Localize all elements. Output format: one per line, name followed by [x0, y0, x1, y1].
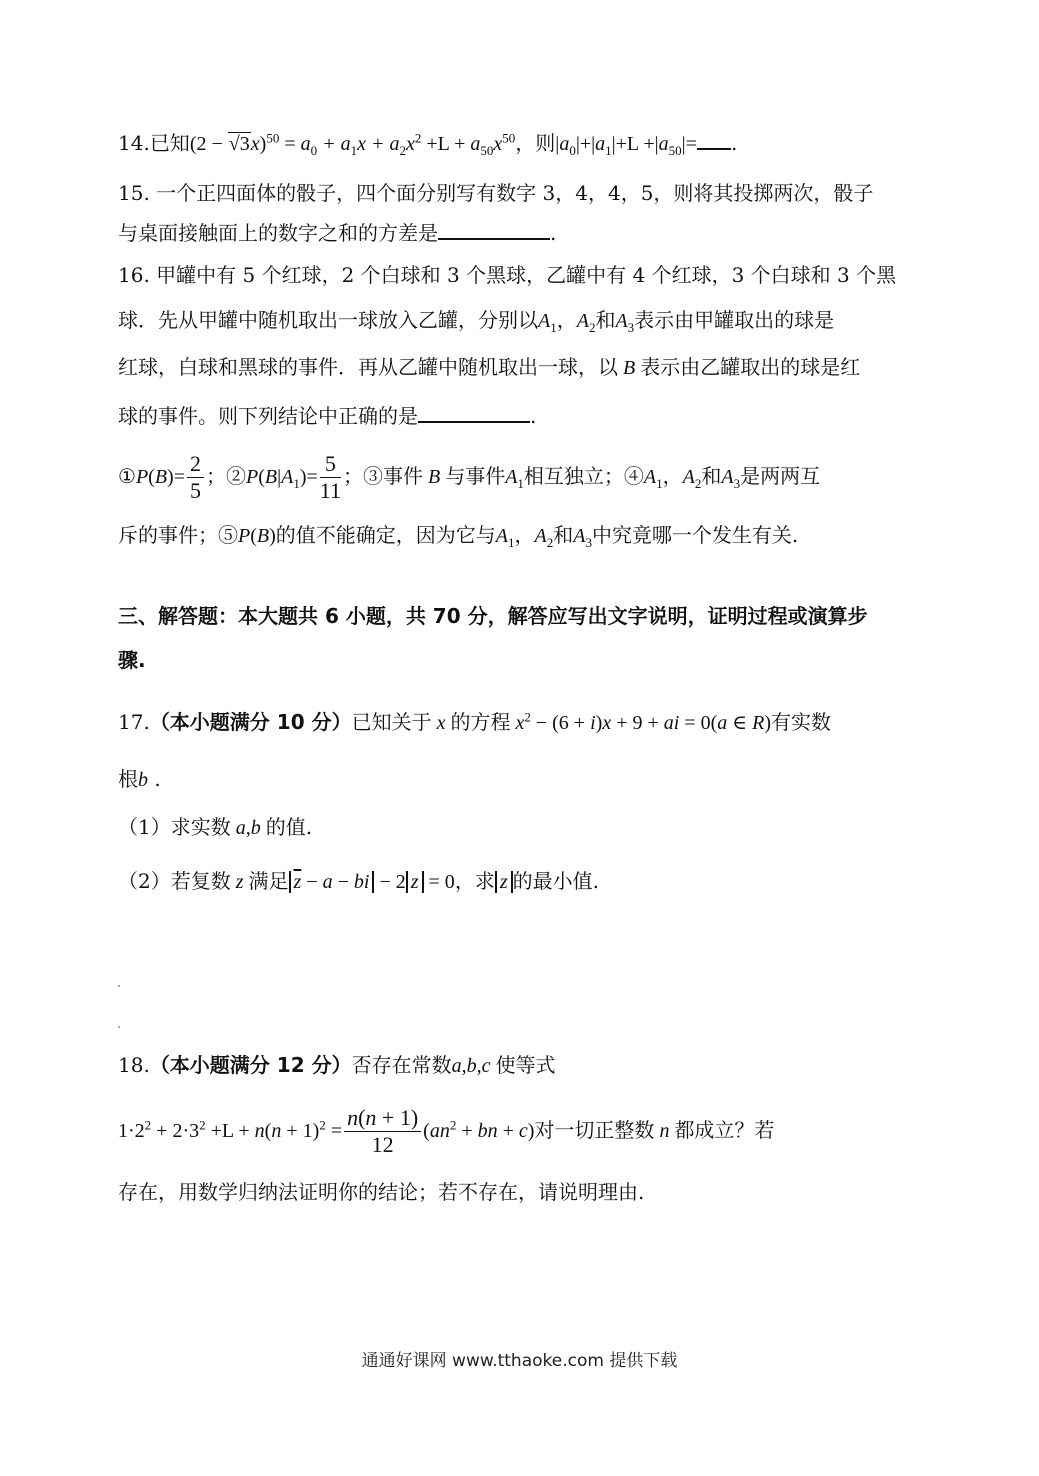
- question-17: 17.（本小题满分 10 分）已知关于 x 的方程 $x^2 - (6 + i)x + 9$ + ai = 0(a ∈ R)有实数: [118, 709, 831, 734]
- question-16-options-line2: 斥的事件；⑤P(B)的值不能确定，因为它与$A_1$，$A_2$和$A_3$中究竟哪一个发生有关.: [118, 523, 799, 550]
- q17-equation: $x^2 - (6 + i)x + 9$ + ai = 0(a ∈ R): [510, 709, 771, 734]
- footer-source: 通通好课网 www.tthaoke.com 提供下载: [361, 1351, 678, 1371]
- question-17-part2: （2）若复数 z 满足 $\overline{z} - a$ − bi − 2 z = 0，求 z 的最小值.: [118, 869, 599, 893]
- stray-dot: [118, 985, 120, 987]
- fraction-n-n1-12: $\frac{n(n + 1)}{12}$: [344, 1105, 421, 1158]
- section-3-heading: 三、解答题：本大题共 6 小题，共 70 分，解答应写出文字说明，证明过程或演算步: [118, 604, 868, 628]
- question-16-line2: 球．先从甲罐中随机取出一球放入乙罐，分别以$A_1$，$A_2$和$A_3$表示由甲罐取出的球是: [118, 308, 835, 335]
- answer-blank: [438, 216, 550, 240]
- question-18-line2: $1\cdot 2^2 + 2\cdot 3^2 +L + n(n + 1)^2$ = $\frac{n(n + 1)}{12}$ ($an^2$ + bn + c)对一切正整数 n 都成立？若: [118, 1105, 775, 1157]
- question-15-line1: 15. 一个正四面体的骰子，四个面分别写有数字 3，4，4，5，则将其投掷两次，骰子: [118, 181, 874, 205]
- fraction-5-11: $\frac{5}{11}$: [319, 451, 341, 503]
- question-14: 14.已知$(2 - √3x)^{50} = a_0 + a_1x + a_2x^2 +L + a_{50}x^{50}$，则$|a_0|+|a_1|+L +|a_{50}|=$ .: [118, 126, 939, 159]
- q14-formula: $(2 - √3x)^{50} = a_0 + a_1x + a_2x^2 +L + a_{50}x^{50}$: [189, 130, 516, 158]
- question-17-part1: （1）求实数 a,b 的值.: [118, 815, 313, 839]
- stray-dot: [118, 1026, 120, 1028]
- answer-blank: [697, 126, 731, 150]
- q17-condition: $\overline{z} - a$ − bi − 2 z = 0: [289, 871, 455, 893]
- question-18: 18.（本小题满分 12 分）否存在常数a,b,c 使等式: [118, 1053, 556, 1077]
- q14-abs-sum: $|a_0|+|a_1|+L +|a_{50}|=$: [555, 133, 697, 158]
- fraction-2-5: $\frac{2}{5}$: [187, 451, 204, 504]
- question-15-line2: 与桌面接触面上的数字之和的方差是 .: [118, 216, 939, 248]
- question-16-line3: 红球，白球和黑球的事件．再从乙罐中随机取出一球，以 B 表示由乙罐取出的球是红: [118, 355, 861, 379]
- question-16-line4: 球的事件。则下列结论中正确的是 .: [118, 399, 939, 431]
- q18-sum: $1\cdot 2^2 + 2\cdot 3^2 +L + n(n + 1)^2$ =: [118, 1117, 343, 1142]
- question-17-line2: 根b .: [118, 767, 161, 791]
- question-number: 14.: [118, 131, 150, 155]
- question-16-line1: 16. 甲罐中有 5 个红球，2 个白球和 3 个黑球，乙罐中有 4 个红球，3 个白球和 3 个黑: [118, 263, 897, 287]
- question-16-options-line1: ①P(B)= $\frac{2}{5}$ ；$②P(B|A_1)=$ $\frac{5}{11}$ ；③事件 B 与事件$A_1$相互独立；$④A_1$，$A_2$和$A_3$是两两互: [118, 451, 821, 503]
- answer-blank: [418, 399, 530, 423]
- section-3-heading-cont: 骤.: [118, 648, 146, 672]
- question-18-line3: 存在，用数学归纳法证明你的结论；若不存在，请说明理由.: [118, 1180, 645, 1204]
